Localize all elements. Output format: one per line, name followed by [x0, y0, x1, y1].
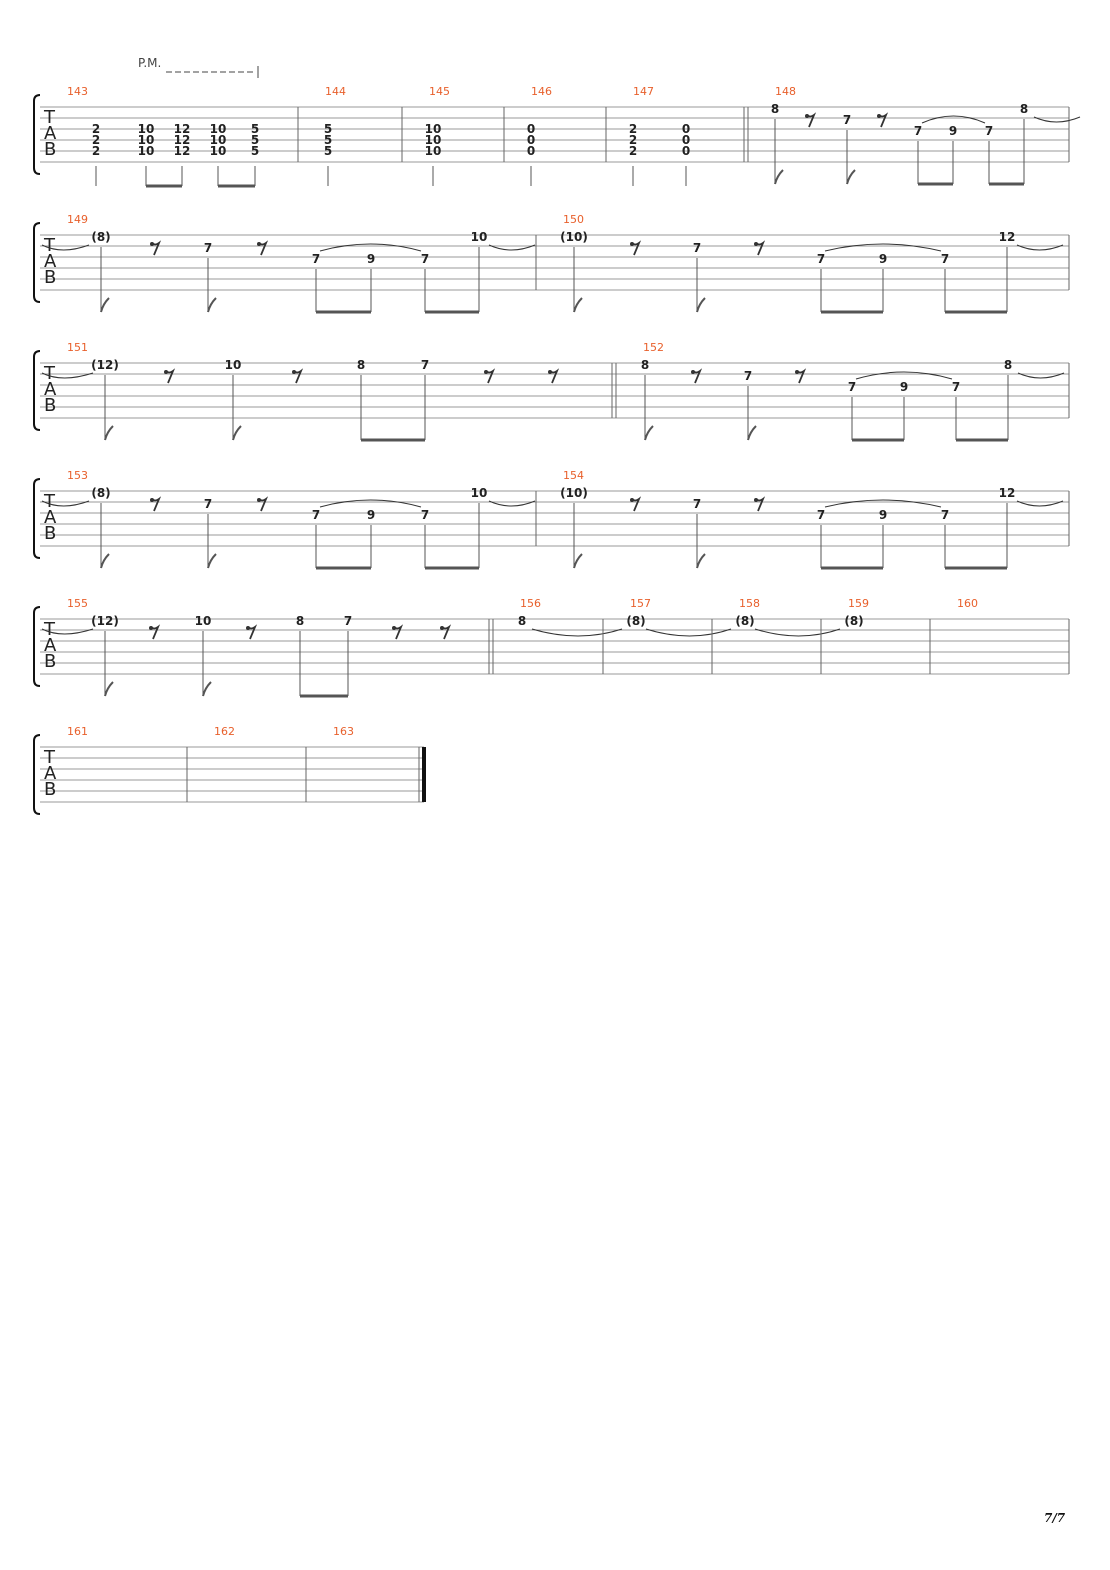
fret-number: (10)	[560, 230, 588, 244]
fret-number: 0	[526, 144, 536, 158]
measure-number: 157	[630, 597, 651, 610]
eighth-rest-dot	[257, 242, 261, 246]
fret-number: (8)	[626, 614, 646, 628]
measure-number: 144	[325, 85, 346, 98]
page-number: 7/7	[1044, 1511, 1066, 1525]
fret-number: 7	[311, 252, 321, 266]
measure-number: 155	[67, 597, 88, 610]
tab-clef-letter: A	[44, 507, 57, 528]
tab-clef-letter: T	[44, 747, 55, 768]
eighth-rest-dot	[150, 242, 154, 246]
fret-number: (8)	[91, 230, 111, 244]
fret-number: 9	[366, 252, 376, 266]
fret-number: 9	[878, 252, 888, 266]
slur	[825, 244, 941, 251]
measure-number: 156	[520, 597, 541, 610]
note-flag	[748, 426, 756, 440]
system-bracket	[34, 735, 40, 814]
fret-number: 8	[1019, 102, 1029, 116]
measure-number: 143	[67, 85, 88, 98]
tab-clef-letter: A	[44, 123, 57, 144]
fret-number: 2	[628, 133, 638, 147]
eighth-rest-dot	[691, 370, 695, 374]
fret-number: 7	[420, 508, 430, 522]
fret-number: (10)	[560, 486, 588, 500]
fret-number: 5	[323, 133, 333, 147]
eighth-rest-dot	[877, 114, 881, 118]
fret-number: 7	[203, 241, 213, 255]
measure-number: 160	[957, 597, 978, 610]
note-flag	[208, 298, 216, 312]
measure-number: 158	[739, 597, 760, 610]
measure-number: 161	[67, 725, 88, 738]
measure-number: 163	[333, 725, 354, 738]
fret-number: 8	[640, 358, 650, 372]
system-bracket	[34, 95, 40, 174]
tab-clef-letter: A	[44, 635, 57, 656]
fret-number: 0	[526, 122, 536, 136]
fret-number: 0	[681, 144, 691, 158]
system-bracket	[34, 607, 40, 686]
tab-clef-letter: A	[44, 251, 57, 272]
fret-number: 10	[470, 486, 488, 500]
tab-clef-letter: T	[44, 363, 55, 384]
fret-number: 8	[356, 358, 366, 372]
eighth-rest-dot	[440, 626, 444, 630]
fret-number: 10	[137, 133, 155, 147]
eighth-rest-dot	[630, 498, 634, 502]
tab-clef-letter: B	[44, 523, 57, 544]
note-flag	[847, 170, 855, 184]
fret-number: 12	[998, 230, 1016, 244]
fret-number: 12	[998, 486, 1016, 500]
note-flag	[645, 426, 653, 440]
measure-number: 162	[214, 725, 235, 738]
fret-number: 0	[681, 133, 691, 147]
fret-number: 7	[203, 497, 213, 511]
fret-number: 2	[628, 122, 638, 136]
fret-number: 7	[692, 497, 702, 511]
fret-number: 9	[366, 508, 376, 522]
fret-number: 5	[323, 144, 333, 158]
measure-number: 145	[429, 85, 450, 98]
slur	[856, 372, 952, 379]
fret-number: 7	[913, 124, 923, 138]
slur	[825, 500, 941, 507]
fret-number: 9	[948, 124, 958, 138]
fret-number: 7	[951, 380, 961, 394]
eighth-rest-dot	[257, 498, 261, 502]
fret-number: (12)	[91, 358, 119, 372]
fret-number: 7	[940, 252, 950, 266]
final-barline	[422, 747, 426, 802]
fret-number: 10	[424, 122, 442, 136]
eighth-rest-dot	[149, 626, 153, 630]
measure-number: 153	[67, 469, 88, 482]
measure-number: 150	[563, 213, 584, 226]
fret-number: 10	[424, 144, 442, 158]
eighth-rest-dot	[630, 242, 634, 246]
fret-number: 7	[311, 508, 321, 522]
measure-number: 148	[775, 85, 796, 98]
fret-number: 8	[1003, 358, 1013, 372]
fret-number: 0	[526, 133, 536, 147]
fret-number: 5	[250, 144, 260, 158]
measure-number: 159	[848, 597, 869, 610]
note-flag	[208, 554, 216, 568]
tab-clef-letter: A	[44, 379, 57, 400]
fret-number: 5	[323, 122, 333, 136]
palm-mute-marking: P.M.	[138, 56, 162, 70]
fret-number: 2	[91, 133, 101, 147]
eighth-rest-dot	[795, 370, 799, 374]
note-flag	[697, 298, 705, 312]
slur	[320, 244, 421, 251]
fret-number: 12	[173, 122, 191, 136]
fret-number: 2	[628, 144, 638, 158]
fret-number: 12	[173, 133, 191, 147]
fret-number: (8)	[735, 614, 755, 628]
slur	[922, 116, 985, 123]
fret-number: 10	[137, 144, 155, 158]
fret-number: 0	[681, 122, 691, 136]
fret-number: 12	[173, 144, 191, 158]
measure-number: 151	[67, 341, 88, 354]
eighth-rest-dot	[164, 370, 168, 374]
eighth-rest-dot	[392, 626, 396, 630]
measure-number: 147	[633, 85, 654, 98]
eighth-rest-dot	[754, 498, 758, 502]
tab-clef-letter: T	[44, 491, 55, 512]
fret-number: 5	[250, 122, 260, 136]
note-flag	[203, 682, 211, 696]
fret-number: 8	[770, 102, 780, 116]
fret-number: 7	[420, 252, 430, 266]
eighth-rest-dot	[150, 498, 154, 502]
system-bracket	[34, 351, 40, 430]
eighth-rest-dot	[805, 114, 809, 118]
slur	[320, 500, 421, 507]
fret-number: 5	[250, 133, 260, 147]
note-flag	[697, 554, 705, 568]
note-flag	[574, 554, 582, 568]
fret-number: 2	[91, 144, 101, 158]
tab-clef-letter: A	[44, 763, 57, 784]
eighth-rest-dot	[484, 370, 488, 374]
eighth-rest-dot	[754, 242, 758, 246]
eighth-rest-dot	[548, 370, 552, 374]
measure-number: 146	[531, 85, 552, 98]
fret-number: 8	[295, 614, 305, 628]
fret-number: 10	[470, 230, 488, 244]
fret-number: 10	[137, 122, 155, 136]
note-flag	[101, 554, 109, 568]
measure-number: 152	[643, 341, 664, 354]
fret-number: 7	[343, 614, 353, 628]
fret-number: 7	[692, 241, 702, 255]
fret-number: 10	[424, 133, 442, 147]
fret-number: 7	[847, 380, 857, 394]
fret-number: 9	[899, 380, 909, 394]
fret-number: 10	[209, 144, 227, 158]
system-bracket	[34, 479, 40, 558]
note-flag	[105, 426, 113, 440]
fret-number: (8)	[844, 614, 864, 628]
fret-number: 10	[194, 614, 212, 628]
eighth-rest-dot	[246, 626, 250, 630]
fret-number: 7	[940, 508, 950, 522]
tab-clef-letter: T	[44, 107, 55, 128]
eighth-rest-dot	[292, 370, 296, 374]
fret-number: 10	[209, 122, 227, 136]
fret-number: 2	[91, 122, 101, 136]
fret-number: 7	[984, 124, 994, 138]
tab-clef-letter: B	[44, 139, 57, 160]
fret-number: 7	[842, 113, 852, 127]
note-flag	[233, 426, 241, 440]
note-flag	[101, 298, 109, 312]
measure-number: 154	[563, 469, 584, 482]
fret-number: 7	[420, 358, 430, 372]
fret-number: (12)	[91, 614, 119, 628]
note-flag	[775, 170, 783, 184]
tab-clef-letter: T	[44, 235, 55, 256]
fret-number: 9	[878, 508, 888, 522]
fret-number: 8	[517, 614, 527, 628]
tab-clef-letter: B	[44, 267, 57, 288]
tab-clef-letter: B	[44, 395, 57, 416]
tab-clef-letter: B	[44, 779, 57, 800]
measure-number: 149	[67, 213, 88, 226]
system-bracket	[34, 223, 40, 302]
tab-clef-letter: T	[44, 619, 55, 640]
note-flag	[574, 298, 582, 312]
fret-number: 10	[209, 133, 227, 147]
tab-clef-letter: B	[44, 651, 57, 672]
fret-number: 7	[743, 369, 753, 383]
fret-number: (8)	[91, 486, 111, 500]
fret-number: 7	[816, 508, 826, 522]
note-flag	[105, 682, 113, 696]
fret-number: 10	[224, 358, 242, 372]
fret-number: 7	[816, 252, 826, 266]
